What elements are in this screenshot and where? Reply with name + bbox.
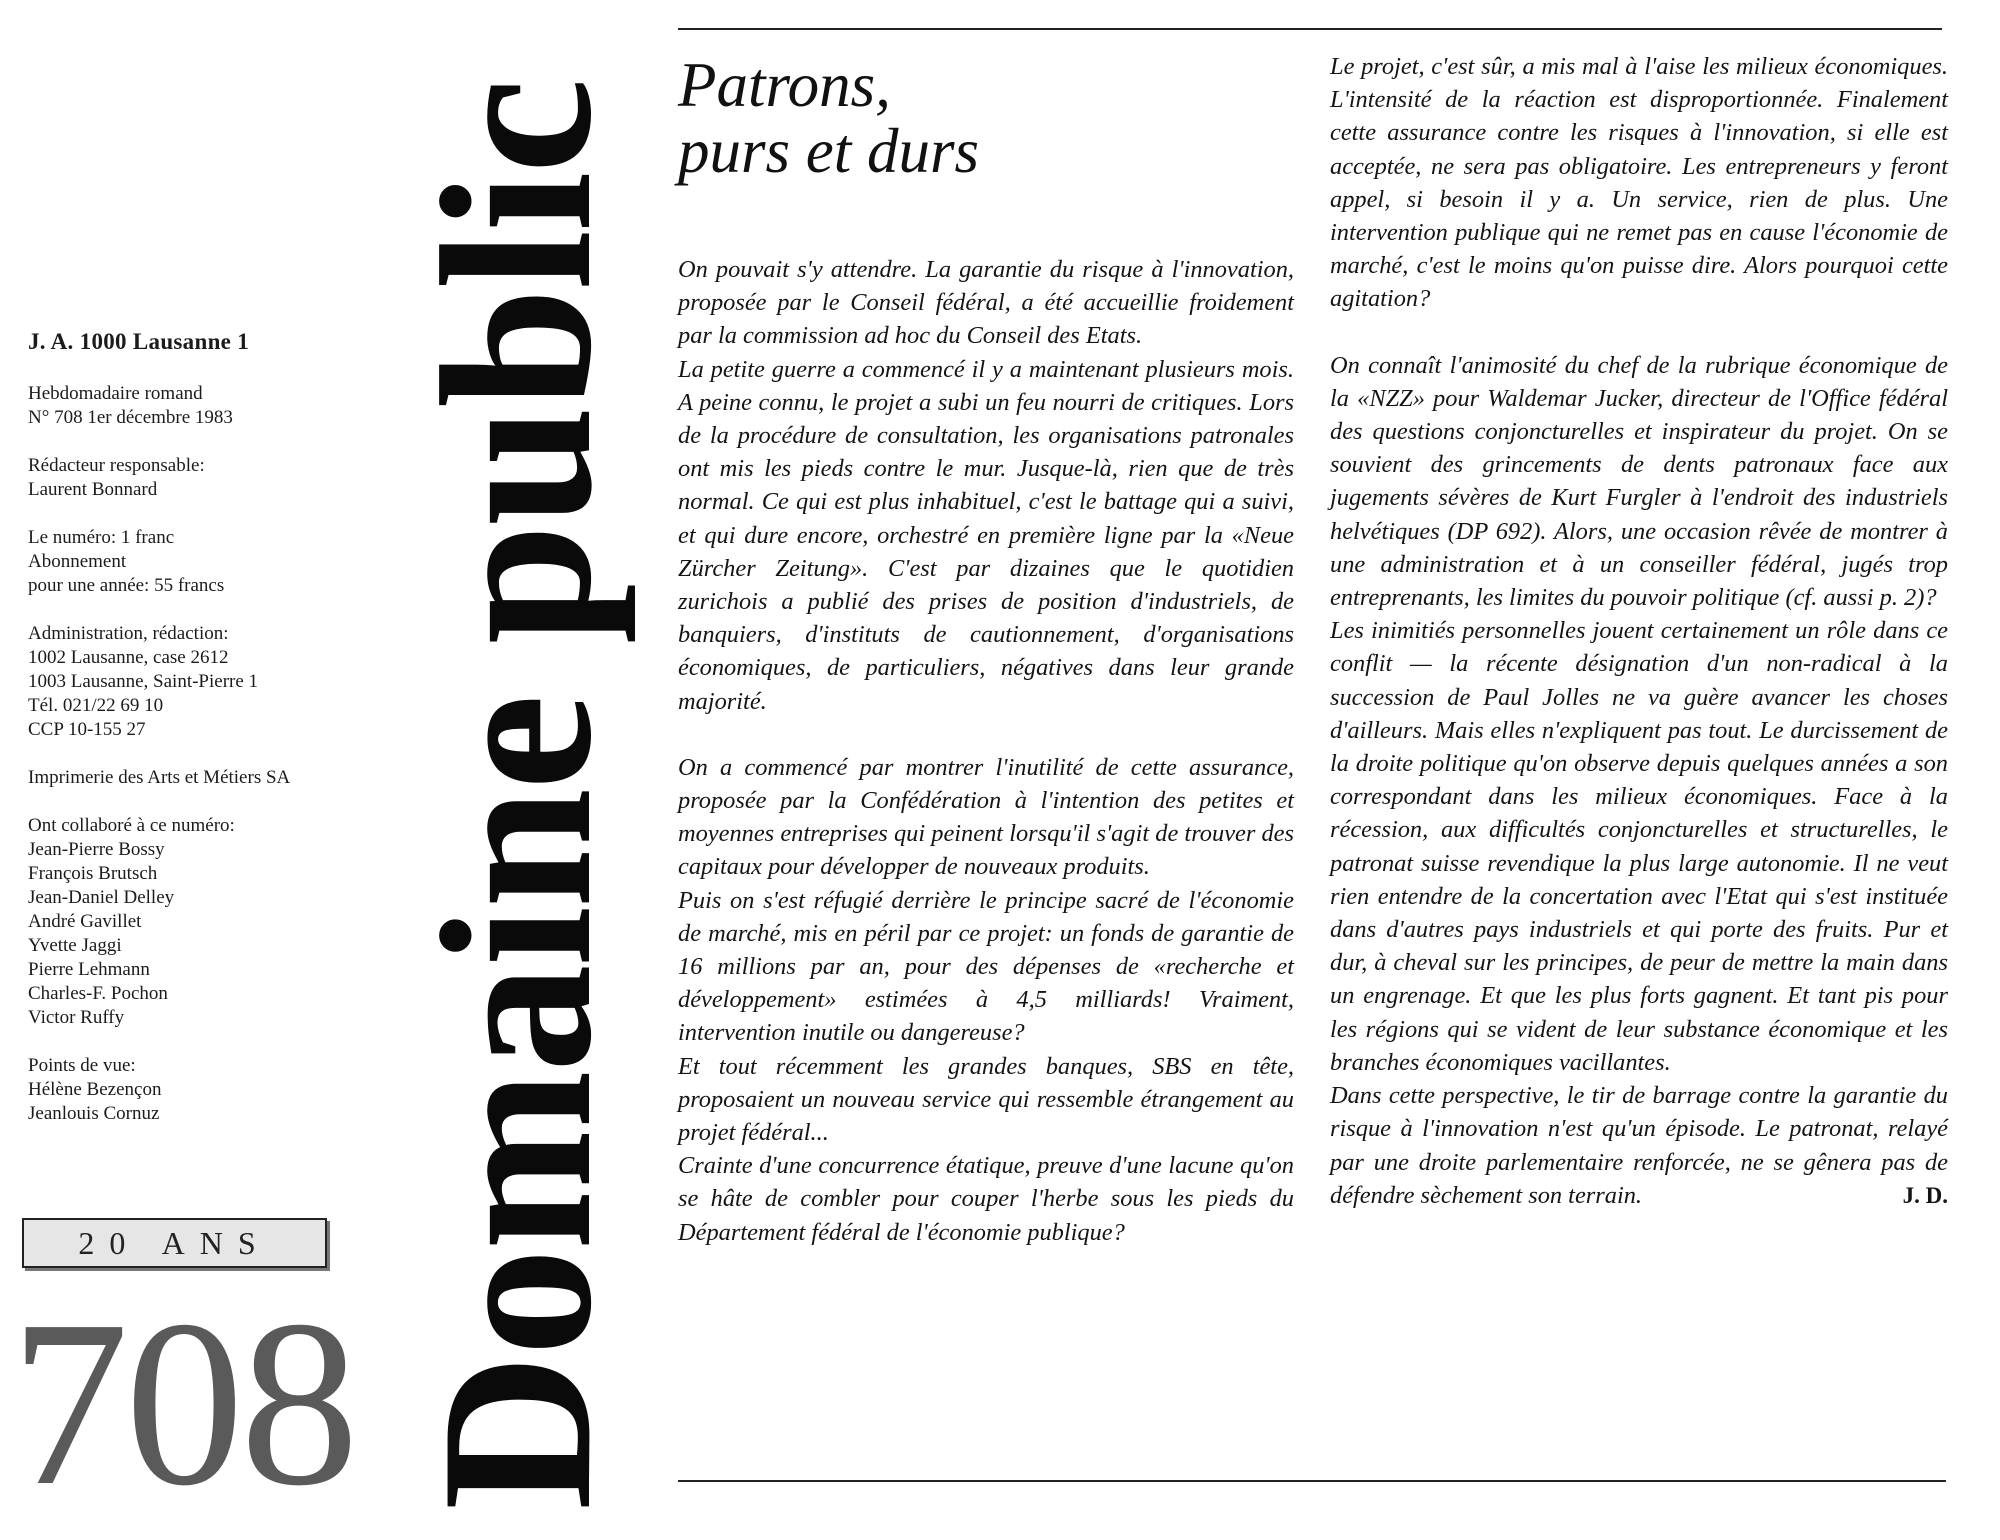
masthead-title: Domaine public: [397, 79, 636, 1511]
top-rule: [678, 28, 1942, 30]
contributor-name: François Brutsch: [28, 863, 158, 884]
paragraph-text: Dans cette perspective, le tir de barrage contre la garantie du risque à l'innovation n'est qu'un épisode. Le patronat, relayé par une droite parlementaire renforcée, ne se gênera pas de défendre sèchement son terrain.: [1330, 1082, 1948, 1209]
title-line: purs et durs: [678, 116, 980, 186]
address-line: J. A. 1000 Lausanne 1: [28, 329, 250, 354]
info-line: CCP 10-155 27: [28, 719, 146, 740]
publication-details: [28, 382, 358, 430]
anniversary-badge: 20 ANS: [22, 1218, 327, 1268]
contributor-name: Charles-F. Pochon: [28, 983, 168, 1004]
info-line: Tél. 021/22 69 10: [28, 695, 164, 716]
contributors-list: [28, 814, 358, 1030]
printer-info: [28, 766, 358, 790]
contributor-name: Yvette Jaggi: [28, 935, 122, 956]
paragraph: Puis on s'est réfugié derrière le principe sacré de l'économie de marché, mis en péril par ce projet: un fonds de garantie de 16 millions par an, pour des dépenses de «recherche et développement» estimées à 4,5 milliards! Vraiment, intervention inutile ou dangereuse?: [678, 886, 1294, 1047]
paragraph: La petite guerre a commencé il y a maintenant plusieurs mois. A peine connu, le projet a subi un feu nourri de critiques. Lors de la procédure de consultation, les organisations patronales ont mis les pieds contre le mur. Jusque-là, rien que de très normal. Ce qui est plus inhabituel, c'est le battage qui a suivi, et qui dure encore, orchestré en première ligne par la «Neue Zürcher Zeitung». C'est par dizaines que le quotidien zurichois a publié des prises de position d'industriels, de banquiers, d'instituts de cautionnement, d'organisations économiques, de particuliers, négatives dans leur grande majorité.: [678, 355, 1294, 715]
paragraph: On pouvait s'y attendre. La garantie du risque à l'innovation, proposée par le Conseil fédéral, a été accueillie froidement par la commission ad hoc du Conseil des Etats.: [678, 256, 1294, 350]
info-line: Ont collaboré à ce numéro:: [28, 815, 235, 836]
info-line: Abonnement: [28, 551, 127, 572]
contributor-name: Jean-Pierre Bossy: [28, 839, 165, 860]
editor-info: [28, 454, 358, 502]
info-line: Hebdomadaire romand: [28, 383, 203, 404]
contributor-name: Pierre Lehmann: [28, 959, 150, 980]
masthead-container: [397, 79, 636, 1511]
publication-info: [28, 330, 358, 1150]
contributor-name: Jeanlouis Cornuz: [28, 1103, 160, 1124]
info-line: Le numéro: 1 franc: [28, 527, 175, 548]
paragraph: Les inimitiés personnelles jouent certainement un rôle dans ce conflit — la récente désignation d'un non-radical à la succession de Paul Jolles ne va guère avancer les choses d'ailleurs. Mais elles n'expliquent pas tout. Le durcissement de la droite politique qu'on observe depuis quelques années a son correspondant dans les milieux économiques. Face à la récession, aux difficultés conjoncturelles et structurelles, le patronat suisse revendique la plus large autonomie. Il ne veut rien entendre de la concertation avec l'Etat qui s'est instituée dans d'autres pays industriels et qui porte des fruits. Pur et dur, à cheval sur les principes, de peur de mettre la main dans un engrenage. Et que les plus forts gagnent. Et tant pis pour les régions qui se vident de leur substance économique et les branches économiques vacillantes.: [1330, 617, 1948, 1076]
info-line: N° 708 1er décembre 1983: [28, 407, 233, 428]
info-line: Rédacteur responsable:: [28, 455, 205, 476]
price-info: [28, 526, 358, 598]
contributor-name: Jean-Daniel Delley: [28, 887, 175, 908]
bottom-rule: [678, 1480, 1946, 1482]
info-line: 1002 Lausanne, case 2612: [28, 647, 229, 668]
info-line: pour une année: 55 francs: [28, 575, 225, 596]
paragraph: On a commencé par montrer l'inutilité de cette assurance, proposée par la Confédération à l'intention des petites et moyennes entreprises qui peinent lorsqu'il s'agit de trouver des capitaux pour développer de nouveaux produits.: [678, 753, 1294, 881]
contributor-name: Hélène Bezençon: [28, 1079, 162, 1100]
title-line: Patrons,: [678, 50, 891, 120]
contributor-name: André Gavillet: [28, 911, 142, 932]
author-signature: J. D.: [1902, 1182, 1948, 1208]
info-line: Points de vue:: [28, 1055, 136, 1076]
contributor-name: Victor Ruffy: [28, 1007, 125, 1028]
paragraph: [1330, 1079, 1948, 1212]
info-line: 1003 Lausanne, Saint-Pierre 1: [28, 671, 259, 692]
admin-info: [28, 622, 358, 742]
paragraph: Crainte d'une concurrence étatique, preuve d'une lacune qu'on se hâte de combler pour couper l'herbe sous les pieds du Département fédéral de l'économie publique?: [678, 1152, 1294, 1246]
paragraph: Et tout récemment les grandes banques, SBS en tête, proposaient un nouveau service qui ressemble étrangement au projet fédéral...: [678, 1052, 1294, 1147]
article-column-right: [1330, 50, 1948, 1212]
article-title: [678, 52, 1298, 184]
info-line: Administration, rédaction:: [28, 623, 229, 644]
paragraph: Le projet, c'est sûr, a mis mal à l'aise les milieux économiques. L'intensité de la réaction est disproportionnée. Finalement cette assurance contre les risques à l'innovation, si elle est acceptée, ne sera pas obligatoire. Les entrepreneurs y feront appel, si besoin il y a. Un service, rien de plus. Une intervention publique qui ne remet pas en cause l'économie de marché, c'est le moins qu'on puisse dire. Alors pourquoi cette agitation?: [1330, 53, 1948, 313]
paragraph: On connaît l'animosité du chef de la rubrique économique de la «NZZ» pour Waldemar Jucker, directeur de l'Office fédéral des questions conjoncturelles et inspirateur du projet. On se souvient des grincements de dents patronaux face aux jugements sévères de Kurt Furgler à l'endroit des industriels helvétiques (DP 692). Alors, une occasion rêvée de montrer à une administration et à un conseiller fédéral, jugés trop entreprenants, les limites du pouvoir politique (cf. aussi p. 2)?: [1330, 351, 1948, 612]
article-column-left: [678, 253, 1294, 1249]
viewpoints-list: [28, 1054, 358, 1126]
info-line: Laurent Bonnard: [28, 479, 158, 500]
info-line: Imprimerie des Arts et Métiers SA: [28, 767, 291, 788]
issue-number: 708: [10, 1272, 355, 1535]
